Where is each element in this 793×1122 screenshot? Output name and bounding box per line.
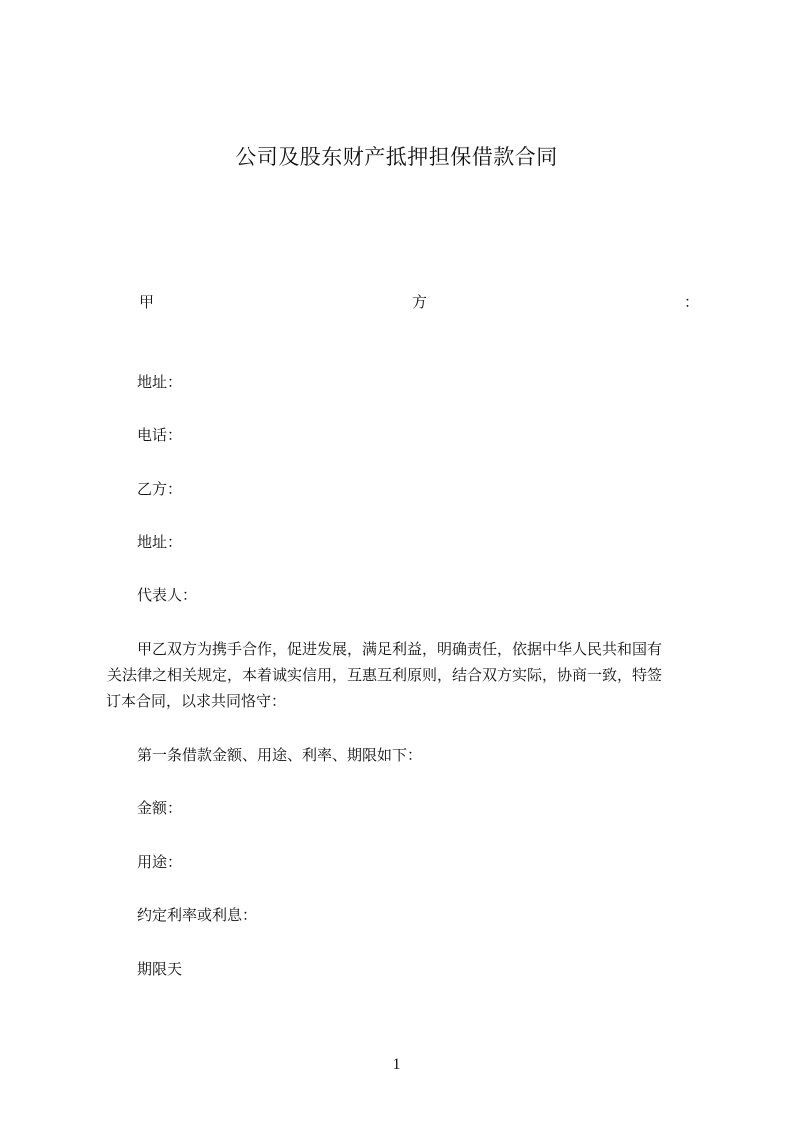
intro-line-3: 订本合同，以求共同恪守： — [106, 692, 287, 710]
page-number: 1 — [392, 1056, 401, 1073]
interest-rate-label: 约定利率或利息： — [137, 906, 258, 924]
term-days-label: 期限天 — [137, 960, 183, 978]
party-a-label-char-1: 甲 — [139, 293, 155, 311]
party-a-line — [0, 290, 793, 314]
party-a-label-colon: ： — [684, 293, 700, 311]
intro-line-2: 关法律之相关规定，本着诚实信用，互惠互利原则，结合双方实际，协商一致，特签 — [107, 666, 663, 684]
party-b-address-label: 地址： — [137, 533, 183, 551]
intro-line-1: 甲乙双方为携手合作，促进发展，满足利益，明确责任，依据中华人民共和国有 — [137, 640, 663, 658]
party-b-label: 乙方： — [137, 480, 183, 498]
amount-label: 金额： — [137, 799, 183, 817]
purpose-label: 用途： — [137, 853, 183, 871]
representative-label: 代表人： — [137, 586, 198, 604]
article-1-heading: 第一条借款金额、用途、利率、期限如下： — [137, 746, 423, 764]
party-a-phone-label: 电话： — [137, 426, 183, 444]
document-title: 公司及股东财产抵押担保借款合同 — [235, 145, 558, 169]
intro-paragraph — [106, 636, 706, 714]
party-a-address-label: 地址： — [137, 373, 183, 391]
party-a-label-char-2: 方 — [412, 293, 428, 311]
